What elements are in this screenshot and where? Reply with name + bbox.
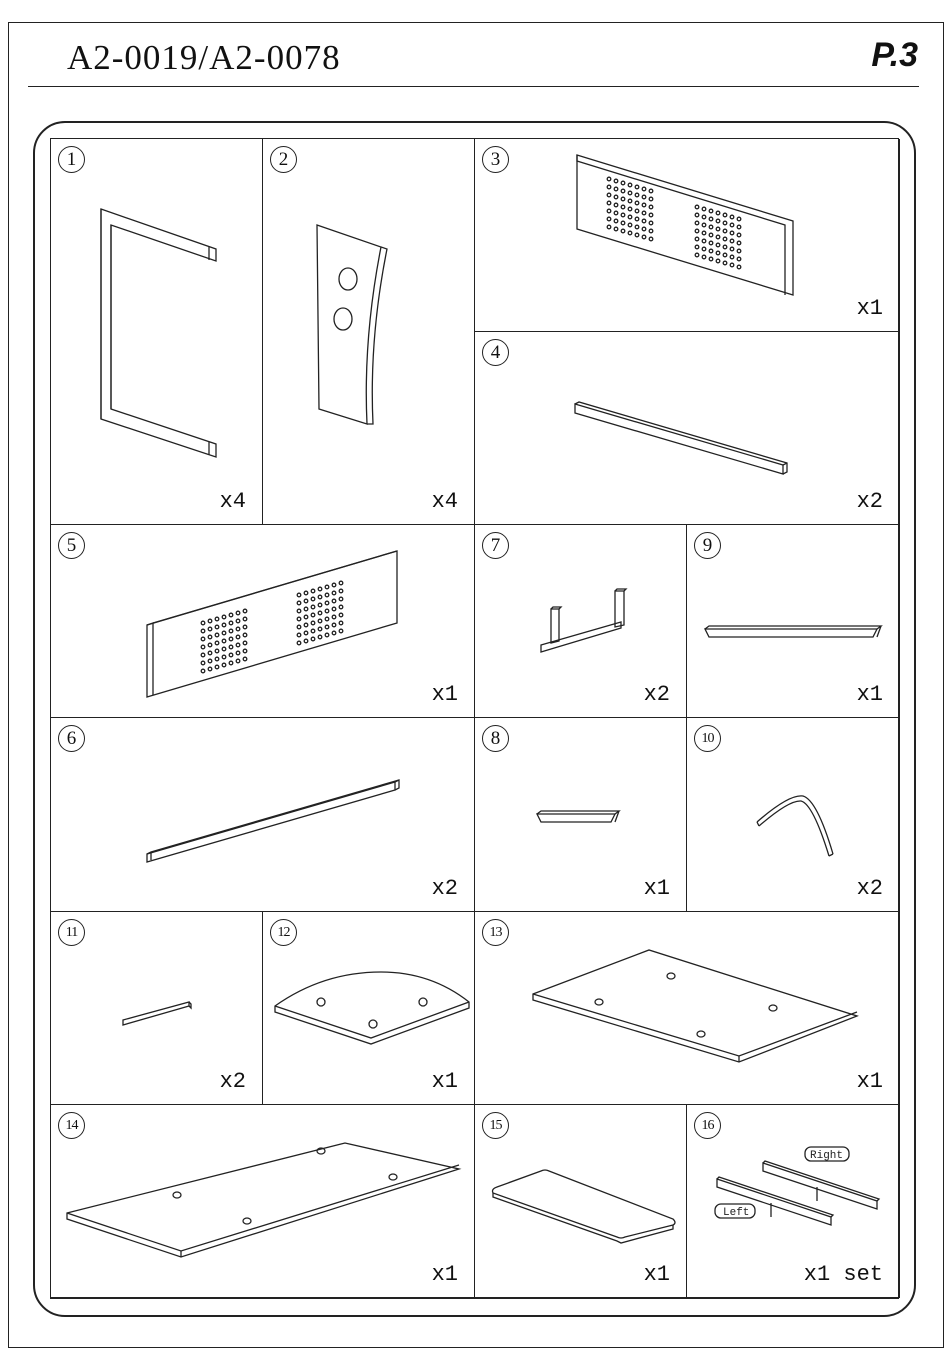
frame-leg-drawing (51, 139, 263, 525)
perforation-hole (730, 215, 734, 219)
perforation-hole (709, 209, 713, 213)
part-quantity: x2 (219, 1069, 246, 1094)
perforation-hole (304, 591, 308, 595)
perforation-hole (702, 255, 706, 259)
perforation-hole (339, 629, 343, 633)
perforation-hole (716, 251, 720, 255)
perforation-hole (332, 591, 336, 595)
perforation-hole (325, 601, 329, 605)
perforation-hole (332, 583, 336, 587)
part-cell-1 (51, 139, 263, 525)
perforation-hole (318, 635, 322, 639)
perforation-hole (201, 669, 205, 673)
part-cell-15 (475, 1105, 687, 1298)
perforation-hole (702, 231, 706, 235)
perforation-hole (339, 589, 343, 593)
perforation-hole (243, 609, 247, 613)
part-number: 3 (482, 146, 509, 173)
perforation-hole (325, 585, 329, 589)
perforation-hole (628, 231, 632, 235)
perforation-hole (635, 185, 639, 189)
perforation-hole (222, 647, 226, 651)
perforation-hole (201, 653, 205, 657)
perforation-hole (229, 645, 233, 649)
perforation-hole (297, 625, 301, 629)
perforation-hole (297, 617, 301, 621)
perforation-hole (614, 179, 618, 183)
part-number: 9 (694, 532, 721, 559)
perforation-hole (318, 603, 322, 607)
part-number: 13 (482, 919, 509, 946)
parts-grid (50, 138, 899, 1299)
perforation-hole (709, 225, 713, 229)
perforation-hole (709, 241, 713, 245)
perforation-hole (614, 211, 618, 215)
perforation-hole (311, 613, 315, 617)
perforation-hole (215, 633, 219, 637)
perforation-hole (318, 595, 322, 599)
perforation-hole (635, 233, 639, 237)
perforation-hole (649, 237, 653, 241)
perforation-hole (723, 237, 727, 241)
perforation-hole (325, 609, 329, 613)
perforation-hole (614, 187, 618, 191)
part-quantity: x1 (856, 1069, 883, 1094)
perforation-hole (222, 631, 226, 635)
perforation-hole (297, 641, 301, 645)
perforation-hole (695, 229, 699, 233)
perforation-hole (649, 197, 653, 201)
perforation-hole (628, 191, 632, 195)
perforation-hole (621, 213, 625, 217)
perforation-hole (318, 587, 322, 591)
perforation-hole (318, 627, 322, 631)
part-quantity: x1 (431, 682, 458, 707)
perforation-hole (229, 653, 233, 657)
perforation-hole (723, 213, 727, 217)
perforation-hole (621, 189, 625, 193)
perforation-hole (723, 229, 727, 233)
perforation-hole (332, 631, 336, 635)
perforation-hole (304, 599, 308, 603)
perforation-hole (236, 619, 240, 623)
part-cell-16 (687, 1105, 900, 1298)
perforation-hole (325, 593, 329, 597)
left-slide-label: Left (723, 1207, 750, 1219)
perforation-hole (215, 641, 219, 645)
perforation-hole (201, 629, 205, 633)
perforation-hole (236, 651, 240, 655)
perforation-hole (702, 223, 706, 227)
perforation-hole (208, 643, 212, 647)
perforation-hole (208, 627, 212, 631)
perforation-hole (339, 613, 343, 617)
perforation-hole (236, 611, 240, 615)
perforation-hole (737, 265, 741, 269)
perforation-hole (222, 623, 226, 627)
part-quantity: x2 (856, 489, 883, 514)
back-panel-drawing (475, 139, 900, 332)
perforation-hole (635, 201, 639, 205)
part-number: 16 (694, 1112, 721, 1139)
perforation-hole (243, 641, 247, 645)
perforation-hole (297, 609, 301, 613)
perforation-hole (332, 607, 336, 611)
perforation-hole (229, 621, 233, 625)
part-number: 12 (270, 919, 297, 946)
perforation-hole (304, 607, 308, 611)
perforation-hole (318, 611, 322, 615)
perforation-hole (702, 207, 706, 211)
perforation-hole (208, 635, 212, 639)
perforation-hole (716, 227, 720, 231)
part-cell-3 (475, 139, 900, 332)
perforation-hole (635, 225, 639, 229)
perforation-hole (723, 221, 727, 225)
perforation-hole (607, 225, 611, 229)
perforation-hole (215, 665, 219, 669)
perforation-hole (642, 203, 646, 207)
part-number: 6 (58, 725, 85, 752)
perforation-hole (635, 209, 639, 213)
rail-drawing (475, 332, 900, 525)
perforation-hole (339, 581, 343, 585)
perforation-hole (737, 217, 741, 221)
perforation-hole (243, 633, 247, 637)
perforation-hole (716, 219, 720, 223)
perforation-hole (621, 229, 625, 233)
part-quantity: x1 (431, 1069, 458, 1094)
perforation-hole (614, 219, 618, 223)
perforation-hole (695, 245, 699, 249)
perforation-hole (702, 239, 706, 243)
perforation-hole (709, 249, 713, 253)
perforation-hole (737, 233, 741, 237)
perforation-hole (730, 255, 734, 259)
perforation-hole (737, 249, 741, 253)
perforation-hole (716, 243, 720, 247)
perforation-hole (614, 195, 618, 199)
perforation-hole (208, 619, 212, 623)
perforation-hole (695, 205, 699, 209)
part-quantity: x1 (643, 876, 670, 901)
perforation-hole (607, 185, 611, 189)
perforation-hole (614, 203, 618, 207)
perforation-hole (311, 621, 315, 625)
perforation-hole (325, 625, 329, 629)
perforation-hole (222, 663, 226, 667)
perforation-hole (243, 625, 247, 629)
perforation-hole (607, 177, 611, 181)
perforation-hole (332, 623, 336, 627)
part-quantity: x4 (219, 489, 246, 514)
perforation-hole (304, 615, 308, 619)
perforation-hole (325, 633, 329, 637)
part-cell-7 (475, 525, 687, 718)
part-number: 15 (482, 1112, 509, 1139)
part-number: 8 (482, 725, 509, 752)
perforation-hole (695, 213, 699, 217)
perforation-hole (716, 259, 720, 263)
front-panel-drawing (51, 525, 475, 718)
part-number: 4 (482, 339, 509, 366)
perforation-hole (737, 241, 741, 245)
part-cell-10 (687, 718, 900, 912)
perforation-hole (621, 181, 625, 185)
perforation-hole (297, 601, 301, 605)
part-cell-9 (687, 525, 900, 718)
part-quantity: x4 (431, 489, 458, 514)
perforation-hole (243, 657, 247, 661)
perforation-hole (730, 231, 734, 235)
perforation-hole (215, 625, 219, 629)
perforation-hole (649, 189, 653, 193)
perforation-hole (201, 645, 205, 649)
perforation-hole (201, 621, 205, 625)
perforation-hole (614, 227, 618, 231)
part-quantity: x2 (856, 876, 883, 901)
perforation-hole (723, 253, 727, 257)
perforation-hole (339, 621, 343, 625)
document-title: A2-0019/A2-0078 (67, 38, 341, 77)
perforation-hole (201, 661, 205, 665)
part-cell-2 (263, 139, 475, 525)
perforation-hole (201, 637, 205, 641)
perforation-hole (607, 217, 611, 221)
perforation-hole (621, 205, 625, 209)
perforation-hole (635, 217, 639, 221)
side-panel-drawing (263, 139, 475, 525)
perforation-hole (339, 605, 343, 609)
perforation-hole (222, 639, 226, 643)
perforation-hole (325, 617, 329, 621)
perforation-hole (642, 227, 646, 231)
perforation-hole (737, 257, 741, 261)
perforation-hole (642, 195, 646, 199)
perforation-hole (215, 657, 219, 661)
perforation-hole (208, 659, 212, 663)
perforation-hole (229, 661, 233, 665)
perforation-hole (236, 643, 240, 647)
perforation-hole (621, 197, 625, 201)
perforation-hole (628, 183, 632, 187)
perforation-hole (642, 235, 646, 239)
perforation-hole (649, 205, 653, 209)
part-cell-4 (475, 332, 900, 525)
part-quantity: x2 (431, 876, 458, 901)
perforation-hole (709, 233, 713, 237)
perforation-hole (304, 639, 308, 643)
perforation-hole (236, 627, 240, 631)
perforation-hole (649, 213, 653, 217)
part-number: 14 (58, 1112, 85, 1139)
perforation-hole (243, 617, 247, 621)
perforation-hole (332, 615, 336, 619)
perforation-hole (311, 597, 315, 601)
header-rule (28, 86, 919, 87)
perforation-hole (215, 649, 219, 653)
perforation-hole (709, 217, 713, 221)
long-rail-drawing (51, 718, 475, 912)
part-number: 11 (58, 919, 85, 946)
perforation-hole (208, 651, 212, 655)
perforation-hole (716, 235, 720, 239)
part-cell-5 (51, 525, 475, 718)
part-number: 10 (694, 725, 721, 752)
perforation-hole (621, 221, 625, 225)
perforation-hole (332, 599, 336, 603)
perforation-hole (723, 245, 727, 249)
perforation-hole (311, 589, 315, 593)
part-cell-14 (51, 1105, 475, 1298)
perforation-hole (229, 629, 233, 633)
perforation-hole (642, 211, 646, 215)
perforation-hole (642, 187, 646, 191)
perforation-hole (737, 225, 741, 229)
part-cell-8 (475, 718, 687, 912)
part-cell-12 (263, 912, 475, 1105)
part-cell-6 (51, 718, 475, 912)
perforation-hole (730, 247, 734, 251)
perforation-hole (311, 605, 315, 609)
perforation-hole (222, 615, 226, 619)
part-quantity: x1 (431, 1262, 458, 1287)
perforation-hole (723, 261, 727, 265)
perforation-hole (311, 629, 315, 633)
perforation-hole (607, 201, 611, 205)
perforation-hole (215, 617, 219, 621)
part-quantity: x1 (643, 1262, 670, 1287)
perforation-hole (730, 263, 734, 267)
perforation-hole (304, 631, 308, 635)
perforation-hole (642, 219, 646, 223)
perforation-hole (649, 229, 653, 233)
perforation-hole (208, 667, 212, 671)
perforation-hole (607, 193, 611, 197)
part-quantity: x1 set (803, 1262, 883, 1287)
perforation-hole (297, 633, 301, 637)
part-number: 7 (482, 532, 509, 559)
perforation-hole (243, 649, 247, 653)
perforation-hole (229, 637, 233, 641)
part-cell-11 (51, 912, 263, 1105)
part-cell-13 (475, 912, 900, 1105)
perforation-hole (236, 659, 240, 663)
perforation-hole (702, 247, 706, 251)
part-quantity: x2 (643, 682, 670, 707)
perforation-hole (730, 239, 734, 243)
glass-top-drawing (51, 1105, 475, 1298)
page-number: P.3 (871, 36, 918, 74)
perforation-hole (607, 209, 611, 213)
perforation-hole (716, 211, 720, 215)
perforation-hole (635, 193, 639, 197)
perforation-hole (304, 623, 308, 627)
perforation-hole (311, 637, 315, 641)
right-slide-label: Right (810, 1150, 844, 1162)
perforation-hole (695, 253, 699, 257)
perforation-hole (236, 635, 240, 639)
perforation-hole (628, 199, 632, 203)
part-quantity: x1 (856, 296, 883, 321)
part-number: 1 (58, 146, 85, 173)
perforation-hole (229, 613, 233, 617)
perforation-hole (730, 223, 734, 227)
perforation-hole (628, 207, 632, 211)
perforation-hole (649, 221, 653, 225)
perforation-hole (709, 257, 713, 261)
glass-shelf-drawing (475, 912, 900, 1105)
perforation-hole (695, 237, 699, 241)
perforation-hole (628, 215, 632, 219)
perforation-hole (318, 619, 322, 623)
perforation-hole (628, 223, 632, 227)
perforation-hole (702, 215, 706, 219)
perforation-hole (297, 593, 301, 597)
part-quantity: x1 (856, 682, 883, 707)
part-number: 2 (270, 146, 297, 173)
part-number: 5 (58, 532, 85, 559)
perforation-hole (339, 597, 343, 601)
perforation-hole (695, 221, 699, 225)
perforation-hole (222, 655, 226, 659)
